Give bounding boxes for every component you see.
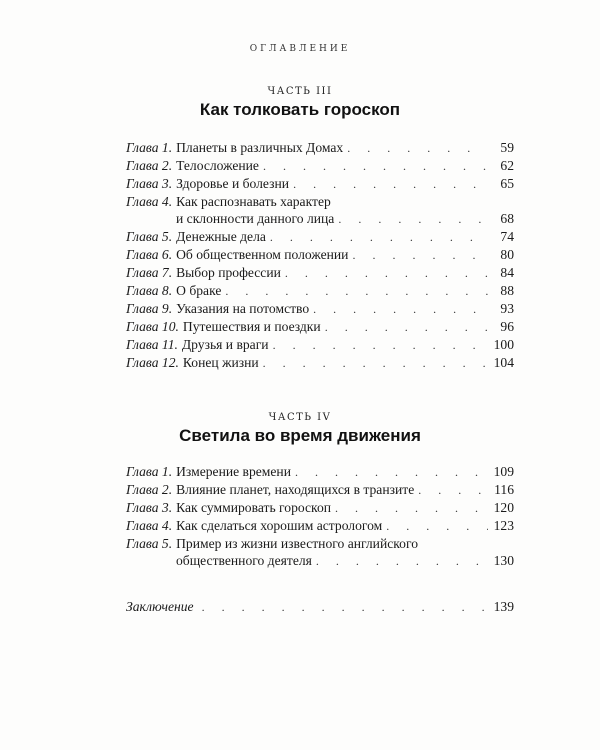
- page-number: 130: [493, 553, 514, 568]
- page-number: 100: [493, 337, 514, 352]
- leader-dots: [293, 176, 488, 193]
- chapter-number: Глава 10.: [126, 319, 179, 334]
- chapter-number: Глава 8.: [126, 283, 173, 298]
- page-number: 123: [493, 518, 514, 533]
- leader-dots: [347, 140, 488, 157]
- leader-dots: [335, 500, 488, 517]
- chapter-title: Об общественном положении: [176, 247, 349, 262]
- toc-entry[interactable]: [126, 264, 514, 282]
- chapter-number: Глава 5.: [126, 536, 173, 551]
- leader-dots: [313, 301, 488, 318]
- chapter-title: Измерение времени: [176, 464, 291, 479]
- chapter-title: Планеты в различных Домах: [176, 140, 344, 155]
- chapter-number: Глава 2.: [126, 482, 173, 497]
- leader-dots: [263, 355, 488, 372]
- chapter-title-continuation: общественного деятеля: [176, 553, 312, 568]
- leader-dots: [418, 482, 488, 499]
- chapter-number: Глава 7.: [126, 265, 173, 280]
- chapter-number: Глава 6.: [126, 247, 173, 262]
- toc-entry[interactable]: [126, 282, 514, 300]
- chapter-number: Глава 2.: [126, 158, 173, 173]
- page-number: 59: [500, 140, 514, 155]
- chapter-title: О браке: [176, 283, 222, 298]
- toc-entry[interactable]: [126, 139, 514, 157]
- chapter-title: Конец жизни: [182, 355, 259, 370]
- toc-entry[interactable]: [126, 193, 514, 210]
- chapter-number: Глава 4.: [126, 194, 173, 209]
- part-4-label: ЧАСТЬ IV: [268, 412, 332, 423]
- leader-dots: [270, 229, 488, 246]
- toc-entry[interactable]: [126, 336, 514, 354]
- page-number: 80: [500, 247, 514, 262]
- page-number: 139: [493, 599, 514, 614]
- page-number: 62: [500, 158, 514, 173]
- toc-entry[interactable]: [126, 499, 514, 517]
- leader-dots: [263, 158, 488, 175]
- page-number: 84: [500, 265, 514, 280]
- toc-entry[interactable]: [126, 157, 514, 175]
- toc-entry[interactable]: [126, 463, 514, 481]
- part-3-label: ЧАСТЬ III: [267, 86, 333, 97]
- chapter-title: Как распознавать характер: [176, 194, 331, 209]
- toc-entry[interactable]: [126, 246, 514, 264]
- toc-entry-continuation[interactable]: [126, 210, 514, 228]
- toc-entry[interactable]: [126, 318, 514, 336]
- part-3-toc: [126, 139, 514, 372]
- page-number: 65: [500, 176, 514, 191]
- toc-entry[interactable]: [126, 300, 514, 318]
- page-number: 74: [500, 229, 514, 244]
- chapter-title: Как суммировать гороскоп: [176, 500, 332, 515]
- leader-dots: [273, 337, 488, 354]
- chapter-number: Глава 9.: [126, 301, 173, 316]
- conclusion-toc: [126, 598, 514, 616]
- toc-entry[interactable]: [126, 228, 514, 246]
- part-3-title: Как толковать гороскоп: [199, 100, 401, 119]
- page-number: 109: [493, 464, 514, 479]
- part-4-title: Светила во время движения: [179, 426, 421, 445]
- leader-dots: [352, 247, 488, 264]
- chapter-number: Глава 5.: [126, 229, 173, 244]
- chapter-title: Здоровье и болезни: [176, 176, 290, 191]
- page-number: 93: [500, 301, 514, 316]
- toc-entry[interactable]: [126, 481, 514, 499]
- leader-dots: [325, 319, 488, 336]
- conclusion-label: Заключение: [126, 599, 194, 614]
- chapter-title: Как сделаться хорошим астрологом: [176, 518, 383, 533]
- leader-dots: [386, 518, 488, 535]
- running-head: ОГЛАВЛЕНИЕ: [249, 44, 351, 54]
- chapter-title: Указания на потомство: [176, 301, 310, 316]
- chapter-title: Путешествия и поездки: [182, 319, 321, 334]
- chapter-number: Глава 12.: [126, 355, 179, 370]
- leader-dots: [338, 211, 488, 228]
- leader-dots: [285, 265, 488, 282]
- page-number: 104: [493, 355, 514, 370]
- toc-entry[interactable]: [126, 354, 514, 372]
- chapter-number: Глава 1.: [126, 464, 173, 479]
- chapter-title: Пример из жизни известного английского: [176, 536, 418, 551]
- chapter-title: Телосложение: [176, 158, 259, 173]
- page-number: 68: [500, 211, 514, 226]
- page-number: 116: [494, 482, 514, 497]
- chapter-number: Глава 3.: [126, 176, 173, 191]
- page-number: 88: [500, 283, 514, 298]
- chapter-title: Влияние планет, находящихся в транзите: [176, 482, 415, 497]
- part-4-toc: [126, 463, 514, 570]
- page-number: 120: [493, 500, 514, 515]
- leader-dots: [202, 599, 488, 616]
- toc-entry[interactable]: [126, 517, 514, 535]
- toc-entry[interactable]: [126, 535, 514, 552]
- leader-dots: [225, 283, 488, 300]
- toc-entry-conclusion[interactable]: [126, 598, 514, 616]
- chapter-number: Глава 4.: [126, 518, 173, 533]
- chapter-title: Денежные дела: [176, 229, 266, 244]
- leader-dots: [295, 464, 488, 481]
- page-number: 96: [500, 319, 514, 334]
- toc-entry-continuation[interactable]: [126, 552, 514, 570]
- leader-dots: [316, 553, 488, 570]
- chapter-number: Глава 11.: [126, 337, 178, 352]
- chapter-number: Глава 1.: [126, 140, 173, 155]
- chapter-number: Глава 3.: [126, 500, 173, 515]
- toc-entry[interactable]: [126, 175, 514, 193]
- chapter-title-continuation: и склонности данного лица: [176, 211, 335, 226]
- chapter-title: Выбор профессии: [176, 265, 281, 280]
- chapter-title: Друзья и враги: [181, 337, 269, 352]
